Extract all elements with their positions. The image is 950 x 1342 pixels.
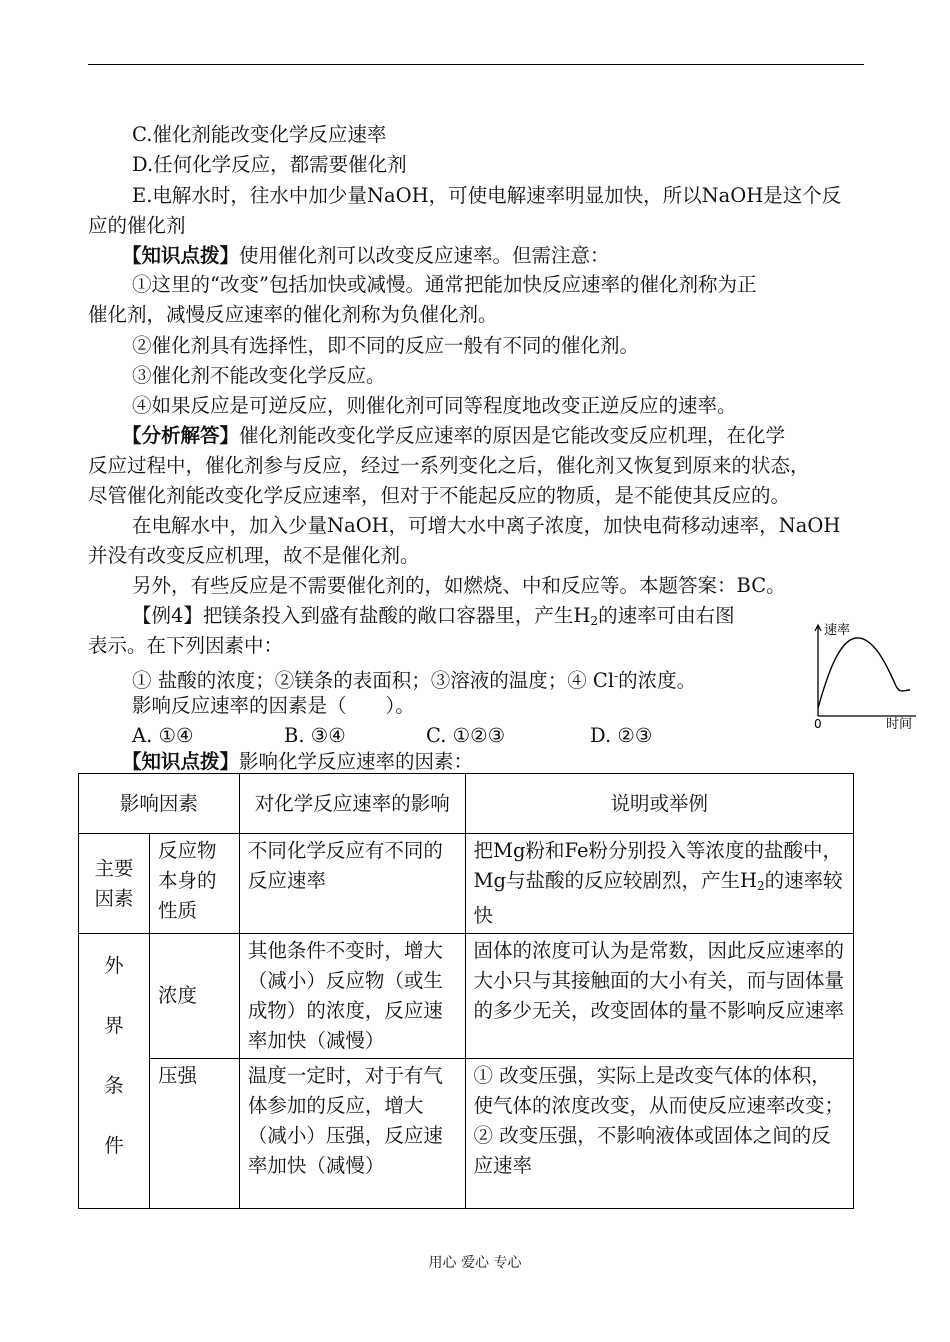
h2-subscript: 2 bbox=[590, 614, 599, 628]
main-factor-effect: 不同化学反应有不同的反应速率 bbox=[239, 834, 465, 934]
concentration-label: 浓度 bbox=[149, 934, 239, 1059]
concentration-effect: 其他条件不变时，增大（减小）反应物（或生成物）的浓度，反应速率加快（减慢） bbox=[239, 934, 465, 1059]
tip1-heading bbox=[122, 241, 610, 271]
choice-d: D. ②③ bbox=[590, 724, 653, 747]
analysis-line5: 并没有改变反应机理，故不是催化剂。 bbox=[88, 544, 420, 567]
ext-char-2: 界 bbox=[104, 1014, 124, 1037]
option-e-line1: E.电解水时，往水中加少量NaOH，可使电解速率明显加快，所以NaOH是这个反 bbox=[132, 184, 842, 207]
tip2-text: 影响化学反应速率的因素： bbox=[239, 750, 474, 773]
analysis-line3: 尽管催化剂能改变化学反应速率，但对于不能起反应的物质，是不能使其反应的。 bbox=[88, 484, 791, 507]
tip1-point1-line2: 催化剂，减慢反应速率的催化剂称为负催化剂。 bbox=[88, 303, 498, 326]
tip1-point1-line1: ①这里的“改变”包括加快或减慢。通常把能加快反应速率的催化剂称为正 bbox=[132, 273, 757, 296]
analysis-line6: 另外，有些反应是不需要催化剂的，如燃烧、中和反应等。本题答案：BC。 bbox=[132, 574, 786, 597]
external-conditions-label bbox=[79, 934, 150, 1209]
tip1-label: 【知识点拨】 bbox=[122, 244, 240, 267]
example4-line4: 影响反应速率的因素是（ ）。 bbox=[132, 694, 415, 717]
header-note: 说明或举例 bbox=[465, 774, 853, 834]
tip1-text: 使用催化剂可以改变反应速率。但需注意： bbox=[239, 244, 610, 267]
concentration-note: 固体的浓度可认为是常数，因此反应速率的大小只与其接触面的大小有关，而与固体量的多少无关，改变固体的量不影响反应速率 bbox=[465, 934, 853, 1059]
choice-a: A. ①④ bbox=[132, 724, 194, 747]
analysis-line1 bbox=[122, 421, 786, 451]
header-rule bbox=[88, 64, 864, 65]
ext-char-1: 外 bbox=[104, 954, 124, 977]
tip1-point4: ④如果反应是可逆反应，则催化剂可同等程度地改变正逆反应的速率。 bbox=[132, 394, 737, 417]
example4-factors-b: 的浓度。 bbox=[618, 669, 697, 692]
page-footer: 用心 爱心 专心 bbox=[428, 1255, 522, 1271]
main-note-h2-subscript: 2 bbox=[757, 879, 765, 893]
factors-table bbox=[78, 773, 854, 1209]
analysis-line4: 在电解水中，加入少量NaOH，可增大水中离子浓度，加快电荷移动速率，NaOH bbox=[132, 514, 841, 537]
table-row-concentration bbox=[79, 934, 854, 1059]
rate-time-graph bbox=[804, 620, 924, 730]
example4-text-b: 的速率可由右图 bbox=[598, 604, 735, 627]
main-note-text-b: 的速率较快 bbox=[473, 869, 843, 927]
pressure-label: 压强 bbox=[149, 1059, 239, 1209]
main-factor-label: 主要因素 bbox=[79, 834, 150, 934]
tip1-point2: ②催化剂具有选择性，即不同的反应一般有不同的催化剂。 bbox=[132, 334, 640, 357]
y-axis-label: 速率 bbox=[824, 623, 851, 638]
table-row-main bbox=[79, 834, 854, 934]
origin-label: 0 bbox=[814, 717, 822, 730]
option-d: D.任何化学反应，都需要催化剂 bbox=[132, 153, 407, 176]
pressure-note bbox=[465, 1059, 853, 1209]
example4-text-a: 【例4】把镁条投入到盛有盐酸的敞口容器里，产生H bbox=[132, 604, 591, 627]
analysis-label: 【分析解答】 bbox=[122, 424, 240, 447]
header-factor: 影响因素 bbox=[79, 774, 240, 834]
main-note-text-a: 把Mg粉和Fe粉分别投入等浓度的盐酸中，Mg与盐酸的反应较剧烈，产生H bbox=[473, 839, 842, 892]
analysis-text-1: 催化剂能改变化学反应速率的原因是它能改变反应机理，在化学 bbox=[239, 424, 786, 447]
table-header-row bbox=[79, 774, 854, 834]
ext-char-3: 条 bbox=[104, 1074, 124, 1097]
example4-line2: 表示。在下列因素中： bbox=[88, 634, 284, 657]
header-effect: 对化学反应速率的影响 bbox=[239, 774, 465, 834]
pressure-effect: 温度一定时，对于有气体参加的反应，增大（减小）压强，反应速率加快（减慢） bbox=[239, 1059, 465, 1209]
choice-c: C. ①②③ bbox=[426, 724, 506, 747]
analysis-line2: 反应过程中，催化剂参与反应，经过一系列变化之后，催化剂又恢复到原来的状态， bbox=[88, 454, 810, 477]
pressure-note-1: ① 改变压强，实际上是改变气体的体积，使气体的浓度改变，从而使反应速率改变； bbox=[473, 1064, 845, 1117]
table-row-pressure bbox=[79, 1059, 854, 1209]
example4-factors-a: ① 盐酸的浓度；②镁条的表面积；③溶液的温度；④ Cl bbox=[132, 669, 615, 692]
ext-char-4: 件 bbox=[104, 1134, 124, 1157]
tip2-label: 【知识点拨】 bbox=[122, 750, 240, 773]
pressure-note-2: ② 改变压强，不影响液体或固体之间的反应速率 bbox=[473, 1124, 831, 1177]
main-factor-note bbox=[465, 834, 853, 934]
rate-curve bbox=[818, 638, 910, 708]
x-axis-label: 时间 bbox=[886, 717, 913, 730]
option-c: C.催化剂能改变化学反应速率 bbox=[132, 123, 387, 146]
main-factor-sub: 反应物本身的性质 bbox=[149, 834, 239, 934]
cl-superscript: - bbox=[614, 669, 619, 683]
choice-b: B. ③④ bbox=[284, 724, 346, 747]
tip1-point3: ③催化剂不能改变化学反应。 bbox=[132, 364, 386, 387]
option-e-line2: 应的催化剂 bbox=[88, 214, 186, 237]
